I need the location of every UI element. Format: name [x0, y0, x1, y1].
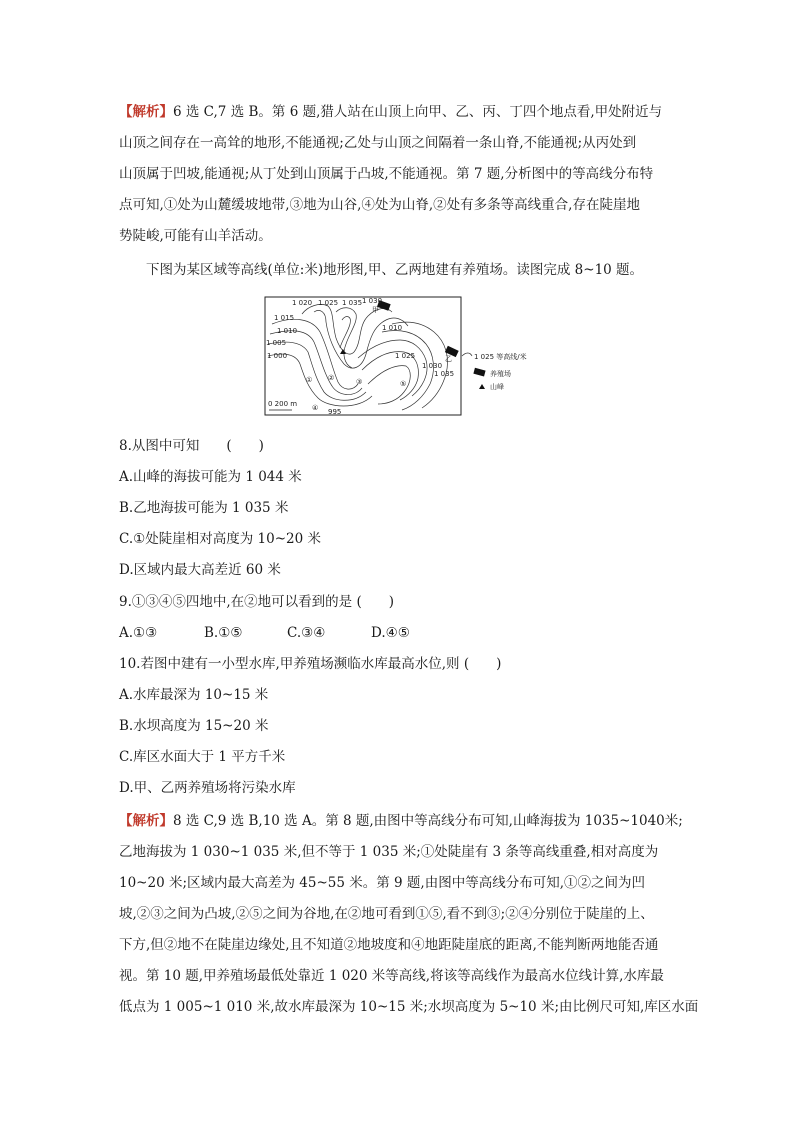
- q10-option-a: A.水库最深为 10~15 米: [119, 687, 269, 703]
- bottom-analysis-line-7: 低点为 1 005~1 010 米,故水库最深为 10~15 米;水坝高度为 5~10 米;由比例尺可知,库区水面: [119, 999, 699, 1015]
- contour-label: 1 035: [434, 370, 455, 378]
- contour-label: 1 020: [292, 299, 313, 307]
- contour-line: [382, 331, 433, 411]
- bottom-analysis-line-1: 【解析】8 选 C,9 选 B,10 选 A。第 8 题,由图中等高线分布可知,山峰海拔为 1035~1040米;: [119, 813, 683, 829]
- contour-label: 1 010: [277, 327, 298, 335]
- map-frame: [265, 297, 461, 415]
- contour-label: 1 005: [266, 339, 287, 347]
- top-analysis-line-5: 势陡峻,可能有山羊活动。: [119, 228, 272, 244]
- bottom-analysis-line-4: 坡,②③之间为凸坡,②⑤之间为谷地,在②地可看到①⑤,看不到③;②④分别位于陡崖的上、: [119, 906, 654, 922]
- point-5: ⑤: [400, 380, 407, 388]
- top-analysis-line-4: 点可知,①处为山麓缓坡地带,③地为山谷,④处为山脊,②处有多条等高线重合,存在陡崖地: [119, 197, 640, 213]
- point-2: ②: [328, 374, 335, 382]
- q10-option-d: D.甲、乙两养殖场将污染水库: [119, 780, 296, 796]
- peak-marker: [340, 349, 346, 354]
- legend-farm-icon: [473, 368, 485, 377]
- q9-stem: 9.①③④⑤四地中,在②地可以看到的是 ( ): [119, 594, 394, 610]
- contour-label: 1 030: [362, 297, 383, 305]
- q10-option-b: B.水坝高度为 15~20 米: [119, 718, 269, 734]
- legend-peak: 山峰: [490, 383, 504, 391]
- intro-text: 下图为某区域等高线(单位:米)地形图,甲、乙两地建有养殖场。读图完成 8~10 题。: [146, 262, 644, 278]
- analysis-tag: 【解析】: [119, 104, 173, 120]
- top-analysis-line-3: 山顶属于凹坡,能通视;从丁处到山顶属于凸坡,不能通视。第 7 题,分析图中的等高线分布特: [119, 166, 654, 182]
- contour-label: 995: [328, 408, 342, 416]
- top-analysis-line-2: 山顶之间存在一高耸的地形,不能通视;乙处与山顶之间隔着一条山脊,不能通视;从丙处到: [119, 135, 637, 151]
- contour-line: [268, 342, 366, 400]
- contour-label: 1 035: [342, 299, 363, 307]
- analysis-tag: 【解析】: [119, 813, 173, 829]
- contour-label: 1 000: [267, 352, 288, 360]
- bottom-analysis-line-6: 视。第 10 题,甲养殖场最低处靠近 1 020 米等高线,将该等高线作为最高水位线计算,水库最: [119, 968, 664, 984]
- contour-line: [340, 317, 350, 348]
- contour-label: 1 030: [422, 362, 443, 370]
- point-1: ①: [306, 376, 313, 384]
- bottom-analysis-line-5: 下方,但②地不在陡崖边缘处,且不知道②地坡度和④地距陡崖底的距离,不能判断两地能否通: [119, 937, 659, 953]
- q8-option-a: A.山峰的海拔可能为 1 044 米: [119, 469, 302, 485]
- legend-peak-icon: [479, 384, 485, 389]
- contour-label: 1 015: [274, 314, 295, 322]
- place-yi-label: 乙: [445, 355, 452, 363]
- q8-option-c: C.①处陡崖相对高度为 10~20 米: [119, 531, 321, 547]
- top-analysis-line-1: 【解析】6 选 C,7 选 B。第 6 题,猎人站在山顶上向甲、乙、丙、丁四个地点看,甲处附近与: [119, 104, 663, 120]
- q9-option-b: B.①⑤: [204, 625, 243, 641]
- legend-contour: 1 025 等高线/米: [474, 353, 527, 361]
- q8-stem: 8.从图中可知 ( ): [119, 438, 264, 454]
- contour-label: 1 025: [318, 299, 339, 307]
- place-jia-label: 甲: [372, 306, 379, 314]
- point-4: ④: [312, 404, 319, 412]
- scale-label: 0 200 m: [268, 400, 298, 408]
- contour-label: 1 025: [395, 352, 416, 360]
- q8-option-d: D.区域内最大高差近 60 米: [119, 562, 281, 578]
- contour-line: [314, 310, 408, 368]
- point-3: ③: [356, 378, 363, 386]
- q8-option-b: B.乙地海拔可能为 1 035 米: [119, 500, 289, 516]
- contour-line: [358, 340, 427, 396]
- q10-stem: 10.若图中建有一小型水库,甲养殖场濒临水库最高水位,则 ( ): [119, 656, 502, 672]
- q10-option-c: C.库区水面大于 1 平方千米: [119, 749, 286, 765]
- contour-label: 1 010: [382, 324, 403, 332]
- contour-map: [262, 292, 534, 420]
- q9-option-a: A.①③: [119, 625, 158, 641]
- q9-option-d: D.④⑤: [371, 625, 410, 641]
- q9-option-c: C.③④: [287, 625, 326, 641]
- legend-farm: 养殖场: [490, 370, 511, 378]
- bottom-analysis-line-2: 乙地海拔为 1 030~1 035 米,但不等于 1 035 米;①处陡崖有 3 条等高线重叠,相对高度为: [119, 844, 659, 860]
- bottom-analysis-line-3: 10~20 米;区域内最大高差为 45~55 米。第 9 题,由图中等高线分布可知,①②之间为凹: [119, 875, 646, 891]
- legend-contour-sample: [462, 353, 472, 356]
